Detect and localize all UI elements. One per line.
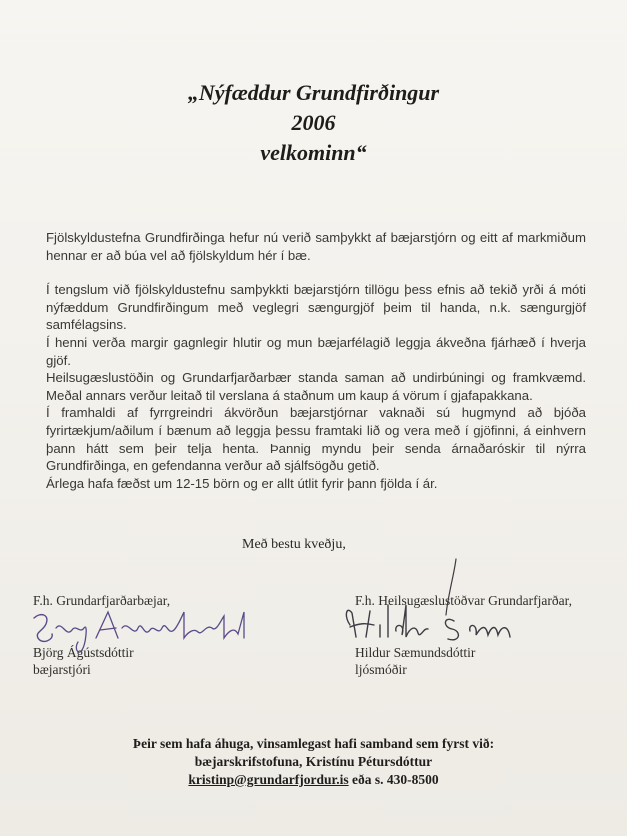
title-line-2: 2006 [291,110,336,135]
contact-footer [0,735,627,789]
signer-name-right: Hildur Sæmundsdóttir [355,645,476,660]
footer-line-3 [0,771,627,789]
footer-line-1: Þeir sem hafa áhuga, vinsamlegast hafi samband sem fyrst við: [132,736,495,751]
paragraph-proposal: Í tengslum við fjölskyldustefnu samþykkti bæjarstjórn tillögu þess efnis að tekið yrði á móti nýfæddum Grundfirðingum með veglegri sængurgjöf þeim til handa, n.k. sængurgjöf samfélagsins. [46,282,586,333]
footer-line-2: bæjarskrifstofuna, Kristínu Pétursdóttur [194,754,433,769]
contact-phone: eða s. 430-8500 [348,772,439,787]
paragraph-cooperation: Heilsugæslustöðin og Grundarfjarðarbær standa saman að undirbúningi og framkvæmd. Meðal annars verður leitað til verslana á staðnum um kaup á vörum í gjafapakkana. [46,370,586,403]
paragraph-businesses: Í framhaldi af fyrrgreindri ákvörðun bæjarstjórnar vaknaði sú hugmynd að bjóða fyrirtækjum/aðilum í bænum að leggja þessu framtaki lið og vera með í gjöfinni, á einhvern þann hátt sem þeir telja henta. Þannig myndu þeir senda árnaðaróskir til nýrra Grundfirðinga, en gefendanna verður að sjálfsögðu getið. [46,405,586,474]
title-line-3: velkominn“ [260,140,367,165]
letter-title [0,78,627,168]
signer-role-right: ljósmóðir [355,662,407,677]
paragraph-births: Árlega hafa fæðst um 12-15 börn og er allt útlit fyrir þann fjölda í ár. [46,475,438,491]
signer-role-left: bæjarstjóri [33,662,91,677]
signer-org-right: F.h. Heilsugæslustöðvar Grundarfjarðar, [355,593,572,608]
handwritten-signature-right [336,555,536,650]
signer-name-left: Björg Ágústsdóttir [33,645,134,660]
paragraph-family-policy: Fjölskyldustefna Grundfirðinga hefur nú verið samþykkt af bæjarstjórn og eitt af markmiðum hennar er að búa vel að fjölskyldum hér í bæ. [46,230,586,263]
handwritten-signature-left [26,598,251,658]
greeting: Með bestu kveðju, [242,537,346,552]
contact-email-link[interactable]: kristinp@grundarfjordur.is [188,772,349,787]
paragraph-gift-contents: Í henni verða margir gagnlegir hlutir og mun bæjarfélagið leggja ákveðna fjárhæð í hverja gjöf. [46,334,586,368]
title-line-1: „Nýfæddur Grundfirðingur [187,80,440,105]
letter-body [46,229,586,492]
signer-org-left: F.h. Grundarfjarðarbæjar, [33,593,171,608]
